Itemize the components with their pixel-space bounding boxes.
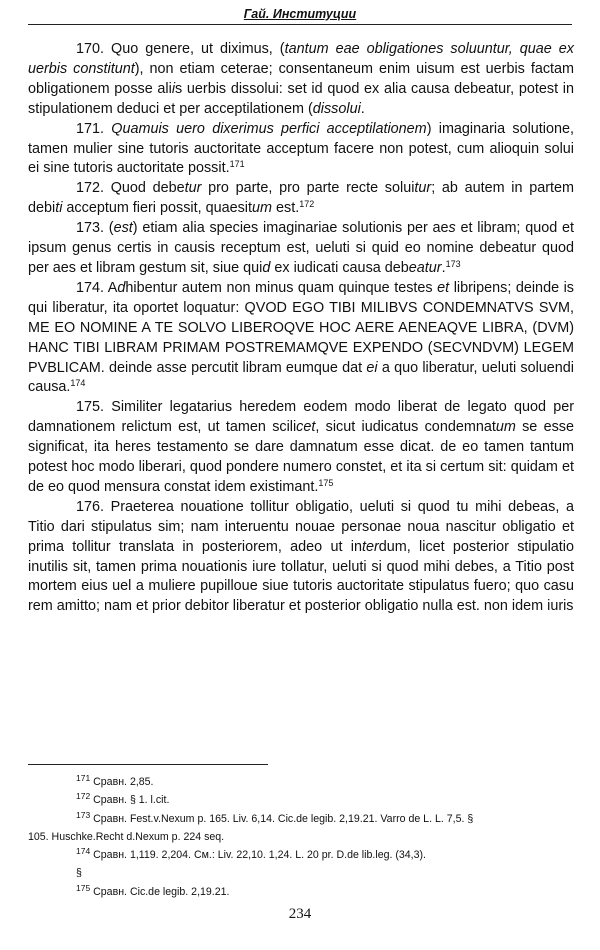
italic-run: ei — [366, 359, 378, 376]
footnotes — [28, 773, 574, 901]
text-run: s uerbis dissolui: set id quod ex alia causa debeatur, potest in stipulationem deduci et per acceptilationem ( — [28, 80, 574, 117]
footnote-ref: 173 — [445, 258, 461, 269]
italic-run: i — [171, 80, 176, 97]
footnote-text: § — [76, 867, 82, 880]
footnote-ref: 171 — [229, 159, 245, 170]
italic-run: ter — [361, 538, 379, 555]
footnote-number: 172 — [76, 791, 91, 802]
footnote-175 — [28, 883, 574, 901]
text-run: . — [360, 100, 365, 117]
footnote-number: 174 — [76, 846, 91, 857]
text-run: ex iudicati causa deb — [270, 259, 409, 276]
italic-run: tur — [184, 180, 202, 197]
text-run: 170. Quo genere, ut diximus, ( — [76, 41, 285, 57]
italic-run: d — [117, 279, 126, 296]
main-text — [28, 40, 574, 617]
italic-run: ti — [55, 200, 63, 217]
footnote-rule — [28, 764, 268, 765]
paragraph-174 — [28, 279, 574, 398]
page-number: 234 — [288, 906, 312, 922]
text-run: 176. Praeterea nouatione tollitur obligatio, ueluti si quod tu mihi debeas, a Titio dari stipulatus sim; nam interuentu nouae personae noua nascitur obligatio et prima tollitur translata in posteriorem, adeo ut in — [28, 498, 574, 555]
text-run: 173. ( — [76, 220, 114, 237]
italic-run: s — [448, 220, 456, 237]
text-run: 174. A — [76, 279, 118, 296]
footnote-174 — [28, 846, 574, 864]
text-run: , sicut iudicatus condemnat — [315, 419, 496, 436]
header-rule — [28, 24, 572, 25]
italic-run: um — [495, 419, 516, 436]
footnote-text: Сравн. 1,119. 2,204. См.: Liv. 22,10. 1,24. L. 20 pr. D.de lib.leg. (34,3). — [93, 849, 426, 862]
footnote-text: Сравн. Fest.v.Nexum p. 165. Liv. 6,14. Cic.de legib. 2,19.21. Varro de L. L. 7,5. § — [93, 812, 474, 825]
text-run: 171. — [76, 120, 112, 137]
text-run: ) imaginaria solutione, tamen mulier sine tutoris auctoritate acceptum facere non potest, cum alioquin solui ei sine tutoris auctoritate possit. — [28, 120, 574, 177]
text-run: 175. Similiter legatarius heredem eodem modo liberat de legato quod per damnationem relictum est, ut tamen scili — [28, 399, 574, 436]
italic-run: cet — [296, 419, 316, 436]
text-run: acceptum fieri possit, quaesit — [62, 200, 252, 217]
text-run: a quo liberatur, ueluti soluendi causa. — [28, 359, 574, 396]
footnote-ref: 174 — [70, 378, 86, 389]
italic-run: um — [252, 200, 272, 217]
footnote-ref: 172 — [299, 199, 315, 210]
paragraph-171 — [28, 120, 574, 180]
footnote-text: Сравн. 2,85. — [93, 776, 154, 788]
running-title: Гай. Институции — [243, 7, 357, 21]
text-run: et libram; quod et ipsum genus certis in causis receptum est, ueluti si quid eo nomine debeatur quod per aes et libram gestum sit, siue qui — [28, 220, 574, 276]
paragraph-172 — [28, 179, 574, 219]
paragraph-173 — [28, 219, 574, 279]
italic-run: tur — [414, 180, 432, 197]
footnote-text: Сравн. § 1. l.cit. — [93, 794, 170, 807]
italic-run: Quamuis uero dixerimus perfici acceptilationem — [111, 120, 427, 137]
italic-run: d — [262, 259, 271, 276]
italic-run: et — [437, 279, 450, 296]
footnote-173 — [28, 810, 574, 828]
italic-run: eatur — [408, 259, 442, 276]
text-run: est. — [272, 200, 300, 217]
paragraph-175 — [28, 398, 574, 498]
text-run: ; ab autem in partem debi — [28, 180, 574, 217]
paragraph-170 — [28, 40, 574, 120]
text-run: ), non etiam ceterae; consentaneum enim uisum est uerbis factam obligationem posse ali — [28, 60, 575, 97]
text-run: pro parte, pro parte recte solui — [201, 180, 415, 197]
footnote-text: Сравн. Cic.de legib. 2,19.21. — [93, 885, 230, 898]
text-run: 172. Quod debe — [76, 180, 185, 197]
footnote-number: 175 — [76, 882, 91, 893]
footnote-171 — [28, 773, 574, 791]
text-run: libripens; deinde is qui liberatur, ita oportet loquatur: QVOD EGO TIBI MILIBVS CONDEMNATVS SVM, ME EO NOMINE A TE SOLVO LIBEROQVE HOC AERE AENEAQVE LIBRA, (DVM) HANC TIBI LIBRAM PRIMAM POSTREMAMQVE EXPENDO (SECVNDVM) LEGEM PVBLICAM. deinde asse percutit libram eumque dat — [28, 279, 575, 376]
italic-run: est — [113, 220, 133, 237]
footnote-number: 173 — [76, 809, 91, 820]
footnote-number: 171 — [76, 773, 91, 783]
italic-run: tantum eae obligationes soluuntur, quae ex uerbis constitunt — [28, 41, 574, 77]
text-run: se esse significat, ita heres testamento se dare damnatum esse dicat. de eo tamen tantum potest hoc modo liberari, quod pondere numero constet, et ita si certum sit: quidam et de eo quod mensura constat idem existimant. — [28, 419, 574, 495]
footnote-section-mark — [28, 864, 574, 882]
text-run: dum, licet posterior stipulatio inutilis sit, tamen prima nouationis iure tollatur, ueluti si quod mihi debes, a Titio post mortem eius uel a muliere pupilloue siue tutoris auctoritate stipulatus fuero; quo casu rem amitto; nam et prior debitor liberatur et posterior obligatio nulla est. non idem iuris — [28, 538, 574, 615]
text-run: ) etiam alia species imaginariae solutionis per ae — [132, 220, 449, 237]
paragraph-176 — [28, 498, 574, 617]
footnote-ref: 175 — [318, 477, 334, 488]
footnote-text: 105. Huschke.Recht d.Nexum p. 224 seq. — [28, 830, 225, 843]
footnote-172 — [28, 791, 574, 809]
italic-run: dissolui — [312, 100, 361, 117]
footnote-173-continued — [28, 828, 574, 846]
text-run: hibentur autem non minus quam quinque testes — [125, 279, 438, 296]
text-run: . — [441, 259, 446, 276]
